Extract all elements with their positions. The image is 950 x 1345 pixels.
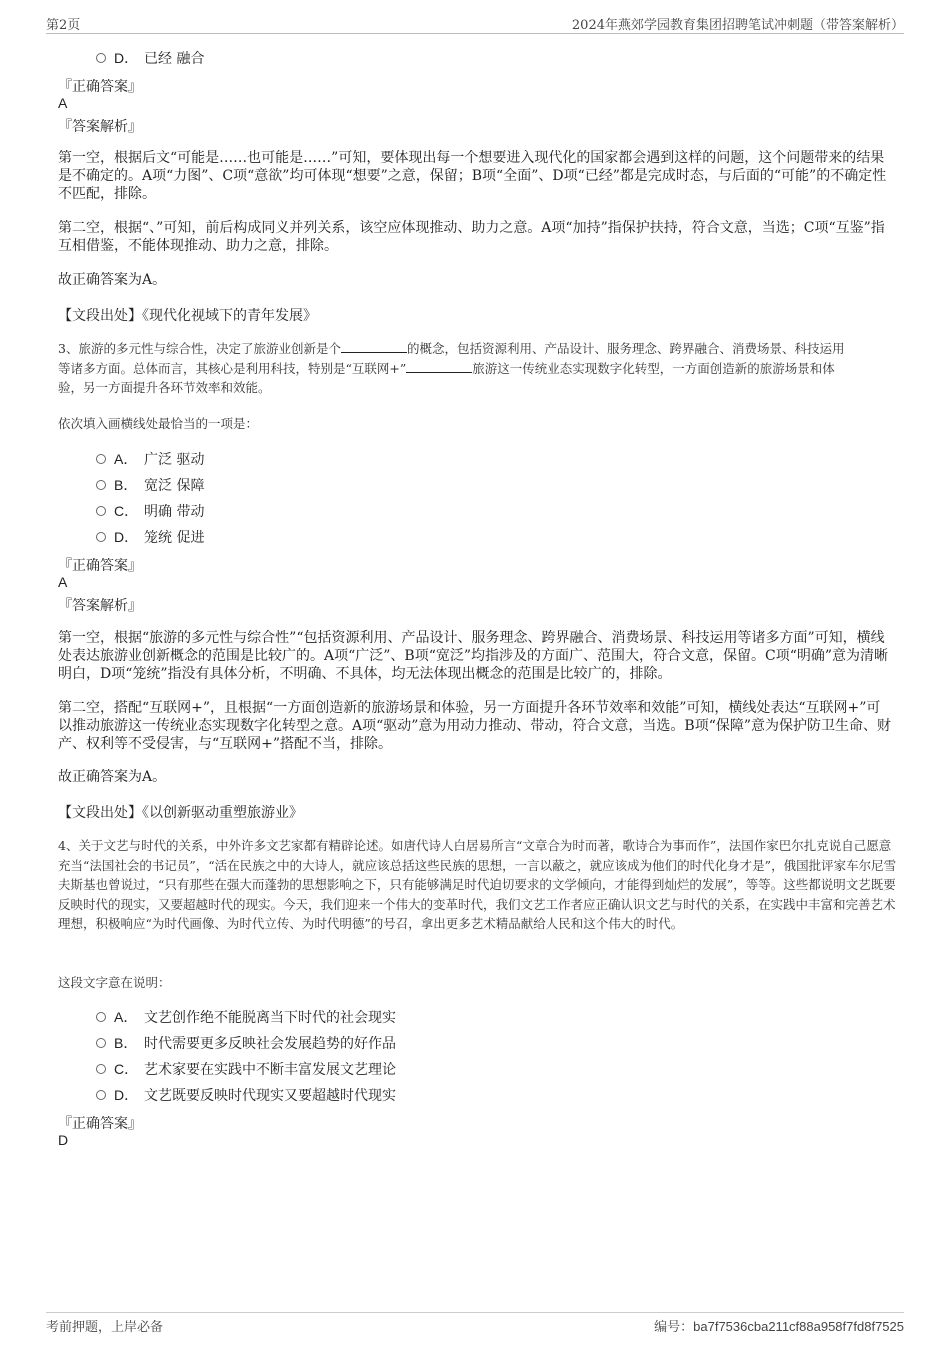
radio-icon[interactable] — [96, 454, 106, 464]
radio-icon[interactable] — [96, 1064, 106, 1074]
q4-answer-label: 『正确答案』 — [58, 1116, 142, 1132]
radio-icon[interactable] — [96, 1038, 106, 1048]
q2-analysis-2: 第二空，根据“、”可知，前后构成同义并列关系，该空应体现推动、助力之意。A项“加持”指保护扶持，符合文意，当选；C项“互鉴”指互相借鉴，不能体现推动、助力之意，排除。 — [58, 220, 885, 254]
q2-option-d[interactable]: D． 已经 融合 — [96, 48, 204, 68]
q3-analysis-2: 第二空，搭配“互联网+”，且根据“一方面创造新的旅游场景和体验，另一方面提升各环节效率和效能”可知，横线处表达“互联网+”可以推动旅游这一传统业态实现数字化转型之意。A项“驱动”意为用动力推动、带动，符合文意，当选。B项“保障”意为保护防卫生命、财产、权利等不受侵害，与“互联网+”搭配不当，排除。 — [58, 700, 892, 752]
q3-analysis-1: 第一空，根据“旅游的多元性与综合性”“包括资源利用、产品设计、服务理念、跨界融合、消费场景、科技运用等诸多方面”可知，横线处表达旅游业创新概念的范围是比较广的。A项“广泛”、B项“宽泛”均指涉及的方面广、范围大，符合文意，保留。C项“明确”意为清晰明白，D项“笼统”指没有具体分析，不明确、不具体，均无法体现出概念的范围是比较广的，排除。 — [58, 630, 889, 682]
q2-source: 【文段出处】《现代化视域下的青年发展》 — [58, 308, 317, 324]
radio-icon[interactable] — [96, 506, 106, 516]
q3-stem: 3、旅游的多元性与综合性，决定了旅游业创新是个 的概念，包括资源利用、产品设计、服务理念、跨界融合、消费场景、科技运用 等诸多方面。总体而言，其核心是利用科技，特别是“互联网+” 旅游这一传统业态实现数字化转型，一方面创造新的旅游场景和体 验，另一方面提升各环节效率和效能。 — [58, 341, 845, 395]
q4-option-c[interactable]: C． 艺术家要在实践中不断丰富发展文艺理论 — [96, 1059, 396, 1079]
blank-line — [406, 360, 472, 373]
radio-icon[interactable] — [96, 480, 106, 490]
q3-option-b[interactable]: B． 宽泛 保障 — [96, 475, 204, 495]
q4-prompt: 这段文字意在说明： — [58, 975, 171, 990]
q2-answer-label: 『正确答案』 — [58, 79, 142, 95]
radio-icon[interactable] — [96, 1090, 106, 1100]
radio-icon[interactable] — [96, 1012, 106, 1022]
radio-icon[interactable] — [96, 532, 106, 542]
q3-source: 【文段出处】《以创新驱动重塑旅游业》 — [58, 805, 303, 821]
page-number: 第2页 — [46, 18, 81, 33]
q3-option-a[interactable]: A． 广泛 驱动 — [96, 449, 204, 469]
q3-option-c[interactable]: C． 明确 带动 — [96, 501, 204, 521]
document-id: 编号：ba7f7536cba211cf88a958f7fd8f7525 — [654, 1319, 904, 1334]
radio-icon[interactable] — [96, 53, 106, 63]
q4-stem: 4、关于文艺与时代的关系，中外许多文艺家都有精辟论述。如唐代诗人白居易所言“文章合为时而著，歌诗合为事而作”，法国作家巴尔扎克说自己愿意充当“法国社会的书记员”，“活在民族之中的大诗人，就应该总括这些民族的思想，一言以蔽之，就应该成为他们的时代化身才是”，俄国批评家车尔尼雪夫斯基也曾说过，“只有那些在强大而蓬勃的思想影响之下，只有能够满足时代迫切要求的文学倾向，才能得到灿烂的发展”，等等。这些都说明文艺既要反映时代的现实，又要超越时代的现实。今天，我们迎来一个伟大的变革时代，我们文艺工作者应正确认识文艺与时代的关系，在实践中丰富和完善艺术理想，积极响应“为时代画像、为时代立传、为时代明德”的号召，拿出更多艺术精品献给人民和这个伟大的时代。 — [58, 838, 897, 931]
q4-option-d[interactable]: D． 文艺既要反映时代现实又要超越时代现实 — [96, 1085, 396, 1105]
q2-analysis-1: 第一空，根据后文“可能是……也可能是……”可知，要体现出每一个想要进入现代化的国家都会遇到这样的问题，这个问题带来的结果是不确定的。A项“力图”、C项“意欲”均可体现“想要”之意，保留；B项“全面”、D项“已经”都是完成时态，与后面的“可能”的不确定性不匹配，排除。 — [58, 150, 887, 202]
footer-slogan: 考前押题，上岸必备 — [46, 1320, 164, 1335]
page-footer — [46, 1312, 904, 1336]
q3-option-d[interactable]: D． 笼统 促进 — [96, 527, 204, 547]
q2-answer: A — [58, 95, 68, 111]
q3-analysis-3: 故正确答案为A。 — [58, 769, 167, 785]
page-header — [46, 14, 904, 34]
q3-analysis-label: 『答案解析』 — [58, 598, 142, 614]
q4-option-a[interactable]: A． 文艺创作绝不能脱离当下时代的社会现实 — [96, 1007, 396, 1027]
q3-answer-label: 『正确答案』 — [58, 558, 142, 574]
blank-line — [341, 340, 407, 353]
q2-analysis-3: 故正确答案为A。 — [58, 272, 167, 288]
document-title: 2024年燕郊学园教育集团招聘笔试冲刺题（带答案解析） — [571, 18, 904, 33]
q2-analysis-label: 『答案解析』 — [58, 119, 142, 135]
q3-prompt: 依次填入画横线处最恰当的一项是： — [58, 416, 259, 431]
q3-answer: A — [58, 574, 68, 590]
q4-answer: D — [58, 1132, 69, 1148]
q4-option-b[interactable]: B． 时代需要更多反映社会发展趋势的好作品 — [96, 1033, 396, 1053]
